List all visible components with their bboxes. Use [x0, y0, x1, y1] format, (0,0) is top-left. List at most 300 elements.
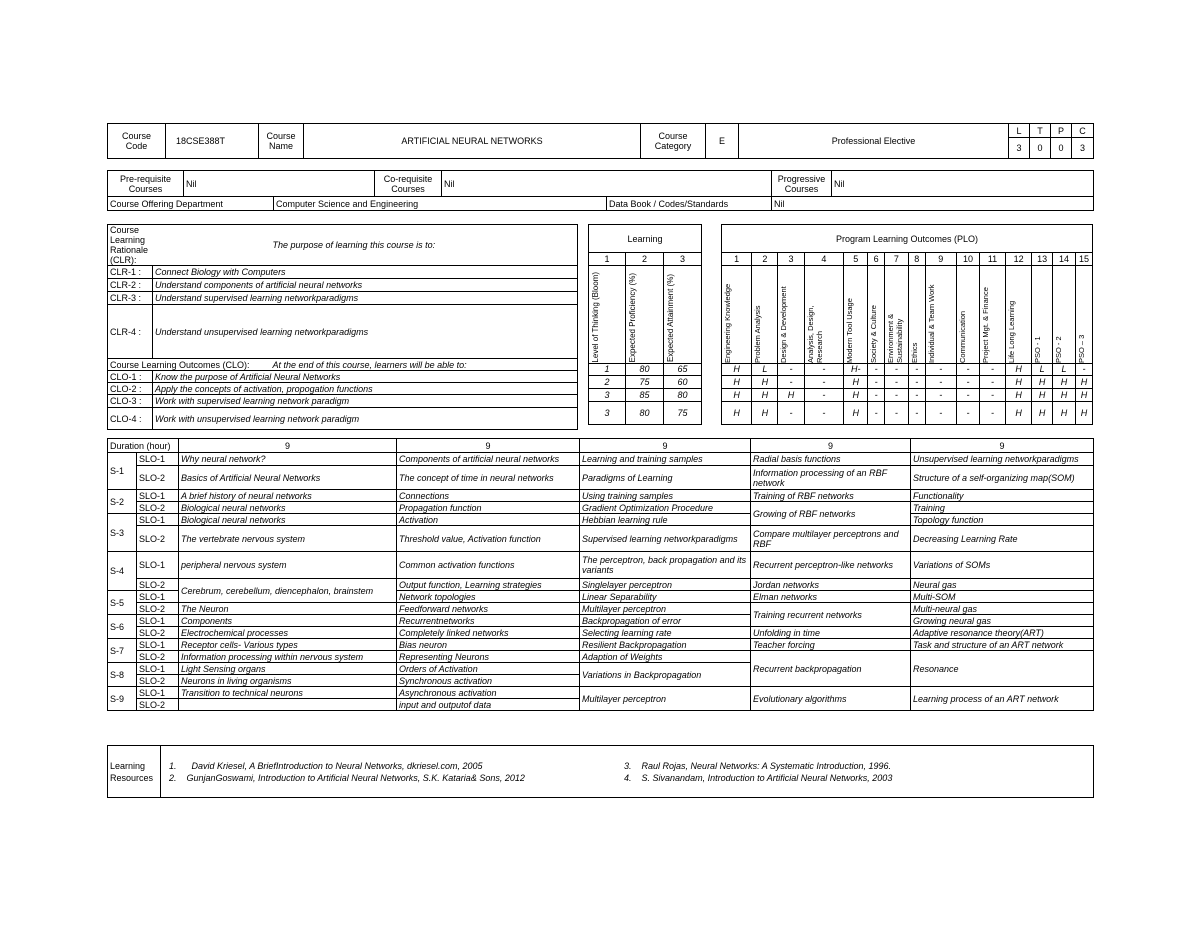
plo-cell: H: [722, 363, 752, 376]
topic-cell: Structure of a self-organizing map(SOM): [911, 466, 1094, 490]
topic-cell: Activation: [397, 514, 580, 526]
learning-head: Level of Thinking (Bloom): [591, 271, 600, 363]
clr-id: CLR-2 :: [108, 279, 153, 292]
plo-num: 6: [868, 253, 885, 266]
plo-cell: -: [956, 376, 979, 389]
topic-cell: Representing Neurons: [397, 651, 580, 663]
plo-head: Society & Culture: [869, 304, 879, 363]
elective-type: Professional Elective: [739, 124, 1009, 159]
prereq-value: Nil: [184, 171, 375, 197]
plo-num: 12: [1006, 253, 1032, 266]
resource-text: GunjanGoswami, Introduction to Artificial Neural Networks, S.K. Kataria& Sons, 2012: [186, 773, 525, 783]
slo-label: SLO-2: [137, 579, 179, 591]
plo-cell: H: [752, 388, 778, 402]
schedule-row: [108, 502, 1094, 514]
topic-cell: Recurrent backpropagation: [751, 651, 911, 687]
resources-left: [169, 760, 619, 784]
plo-cell: -: [956, 363, 979, 376]
dept-value: Computer Science and Engineering: [274, 197, 607, 211]
plo-cell: H: [722, 388, 752, 402]
plo-cell: H: [722, 376, 752, 389]
plo-cell: L: [1053, 363, 1076, 376]
plo-cell: H: [1006, 388, 1032, 402]
topic-cell: Growing of RBF networks: [751, 502, 911, 526]
plo-cell: H: [1006, 376, 1032, 389]
course-header-table: [107, 123, 1094, 159]
topic-cell: Recurrentnetworks: [397, 615, 580, 627]
schedule-row: [108, 552, 1094, 579]
plo-cell: -: [956, 402, 979, 425]
ltpc-label: L: [1009, 124, 1030, 138]
topic-cell: Singlelayer perceptron: [580, 579, 751, 591]
slo-label: SLO-1: [137, 687, 179, 699]
plo-head: Ethics: [909, 342, 919, 363]
topic-cell: Training: [911, 502, 1094, 514]
clr-text: Understand unsupervised learning networkparadigms: [153, 305, 578, 359]
duration-label: Duration (hour): [108, 439, 179, 453]
plo-cell: -: [979, 363, 1005, 376]
topic-cell: Connections: [397, 490, 580, 502]
schedule-row: [108, 526, 1094, 552]
clo-title: Course Learning Outcomes (CLO):: [108, 359, 153, 371]
topic-cell: Unsupervised learning networkparadigms: [911, 453, 1094, 466]
ltpc-value: 0: [1030, 138, 1051, 159]
clr-title: Course Learning Rationale (CLR):: [108, 225, 153, 266]
topic-cell: Compare multilayer perceptrons and RBF: [751, 526, 911, 552]
plo-cell: H: [1076, 376, 1093, 389]
plo-cell: H: [1032, 376, 1053, 389]
plo-cell: H: [1053, 376, 1076, 389]
course-code: 18CSE388T: [166, 124, 259, 159]
clr-id: CLR-3 :: [108, 292, 153, 305]
topic-cell: Receptor cells- Various types: [179, 639, 397, 651]
plo-cell: -: [908, 363, 925, 376]
topic-cell: Paradigms of Learning: [580, 466, 751, 490]
schedule-table: [107, 438, 1094, 711]
plo-num: 3: [778, 253, 804, 266]
learning-cell: 80: [664, 388, 702, 402]
resource-num: 4.: [624, 773, 632, 783]
schedule-row: [108, 579, 1094, 591]
topic-cell: Backpropagation of error: [580, 615, 751, 627]
learning-resources-table: [107, 745, 1094, 798]
topic-cell: Bias neuron: [397, 639, 580, 651]
topic-cell: Output function, Learning strategies: [397, 579, 580, 591]
schedule-row: [108, 651, 1094, 663]
schedule-row: [108, 627, 1094, 639]
plo-head: Individual & Team Work: [926, 284, 936, 363]
clr-table: [107, 224, 578, 430]
plo-head: Environment & Sustainability: [885, 313, 904, 363]
topic-cell: Variations in Backpropagation: [580, 663, 751, 687]
topic-cell: Threshold value, Activation function: [397, 526, 580, 552]
plo-cell: H: [1032, 388, 1053, 402]
plo-cell: -: [979, 402, 1005, 425]
resource-item: [169, 760, 619, 772]
schedule-row: [108, 490, 1094, 502]
topic-cell: Learning process of an ART network: [911, 687, 1094, 711]
topic-cell: Synchronous activation: [397, 675, 580, 687]
topic-cell: Components of artificial neural networks: [397, 453, 580, 466]
plo-cell: H: [752, 376, 778, 389]
slo-label: SLO-1: [137, 591, 179, 603]
topic-cell: Common activation functions: [397, 552, 580, 579]
plo-num: 7: [884, 253, 908, 266]
plo-cell: H: [778, 388, 804, 402]
plo-head: Analysis, Design, Research: [805, 305, 824, 363]
resource-text: Raul Rojas, Neural Networks: A Systematic Introduction, 1996.: [641, 761, 891, 771]
topic-cell: Radial basis functions: [751, 453, 911, 466]
topic-cell: Basics of Artificial Neural Networks: [179, 466, 397, 490]
clr-text: Understand supervised learning networkparadigms: [153, 292, 578, 305]
clo-id: CLO-2 :: [108, 383, 153, 395]
plo-cell: -: [884, 388, 908, 402]
clo-id: CLO-1 :: [108, 371, 153, 383]
topic-cell: Orders of Activation: [397, 663, 580, 675]
topic-cell: [179, 699, 397, 711]
topic-cell: Asynchronous activation: [397, 687, 580, 699]
plo-cell: H: [844, 402, 868, 425]
topic-cell: Functionality: [911, 490, 1094, 502]
schedule-row: [108, 453, 1094, 466]
course-category-label: Course Category: [641, 124, 706, 159]
slo-label: SLO-1: [137, 514, 179, 526]
topic-cell: Multilayer perceptron: [580, 603, 751, 615]
duration-value: 9: [397, 439, 580, 453]
topic-cell: Task and structure of an ART network: [911, 639, 1094, 651]
topic-cell: Gradient Optimization Procedure: [580, 502, 751, 514]
plo-cell: -: [908, 376, 925, 389]
session-label: S-8: [108, 663, 137, 687]
topic-cell: Transition to technical neurons: [179, 687, 397, 699]
learning-table: [588, 224, 702, 425]
topic-cell: Decreasing Learning Rate: [911, 526, 1094, 552]
clo-text: Work with supervised learning network paradigm: [153, 395, 578, 408]
plo-cell: -: [804, 363, 844, 376]
plo-num: 11: [979, 253, 1005, 266]
plo-head: Engineering Knowledge: [723, 283, 732, 363]
clr-id: CLR-4 :: [108, 305, 153, 359]
topic-cell: Feedforward networks: [397, 603, 580, 615]
resource-item: [624, 772, 1084, 784]
topic-cell: Biological neural networks: [179, 502, 397, 514]
plo-cell: L: [752, 363, 778, 376]
topic-cell: A brief history of neural networks: [179, 490, 397, 502]
topic-cell: Recurrent perceptron-like networks: [751, 552, 911, 579]
session-label: S-7: [108, 639, 137, 663]
slo-label: SLO-1: [137, 490, 179, 502]
ltpc-label: T: [1030, 124, 1051, 138]
learning-num: 1: [589, 253, 626, 266]
learning-head: Expected Proficiency (%): [628, 273, 637, 363]
clo-text: Apply the concepts of activation, propogation functions: [153, 383, 578, 395]
slo-label: SLO-1: [137, 639, 179, 651]
slo-label: SLO-2: [137, 651, 179, 663]
topic-cell: Topology function: [911, 514, 1094, 526]
slo-label: SLO-1: [137, 453, 179, 466]
learning-cell: 1: [589, 363, 626, 376]
topic-cell: Components: [179, 615, 397, 627]
plo-cell: -: [884, 376, 908, 389]
topic-cell: Neurons in living organisms: [179, 675, 397, 687]
topic-cell: The vertebrate nervous system: [179, 526, 397, 552]
resource-item: [169, 772, 619, 784]
plo-cell: H: [1006, 402, 1032, 425]
resource-num: 3.: [624, 761, 632, 771]
plo-cell: -: [868, 363, 885, 376]
topic-cell: Neural gas: [911, 579, 1094, 591]
learning-cell: 65: [664, 363, 702, 376]
topic-cell: Selecting learning rate: [580, 627, 751, 639]
topic-cell: Hebbian learning rule: [580, 514, 751, 526]
topic-cell: Elman networks: [751, 591, 911, 603]
plo-cell: -: [925, 363, 956, 376]
plo-num: 13: [1032, 253, 1053, 266]
topic-cell: Unfolding in time: [751, 627, 911, 639]
topic-cell: Jordan networks: [751, 579, 911, 591]
topic-cell: Network topologies: [397, 591, 580, 603]
topic-cell: Teacher forcing: [751, 639, 911, 651]
resource-num: 2.: [169, 773, 177, 783]
clr-purpose: The purpose of learning this course is to:: [153, 225, 578, 266]
plo-head: Communication: [957, 310, 967, 363]
databook-label: Data Book / Codes/Standards: [607, 197, 772, 211]
plo-cell: H: [1076, 402, 1093, 425]
plo-num: 15: [1076, 253, 1093, 266]
topic-cell: Training recurrent networks: [751, 603, 911, 627]
databook-value: Nil: [772, 197, 1094, 211]
schedule-row: [108, 514, 1094, 526]
topic-cell: The concept of time in neural networks: [397, 466, 580, 490]
plo-num: 10: [956, 253, 979, 266]
clr-text: Understand components of artificial neural networks: [153, 279, 578, 292]
slo-label: SLO-1: [137, 615, 179, 627]
resource-text: S. Sivanandam, Introduction to Artificial Neural Networks, 2003: [641, 773, 893, 783]
topic-cell: Linear Separability: [580, 591, 751, 603]
plo-title: Program Learning Outcomes (PLO): [722, 225, 1093, 253]
plo-cell: -: [925, 388, 956, 402]
ltpc-value: 3: [1009, 138, 1030, 159]
topic-cell: The perceptron, back propagation and its variants: [580, 552, 751, 579]
plo-head: Project Mgt. & Finance: [980, 286, 990, 363]
learning-num: 2: [626, 253, 664, 266]
topic-cell: Training of RBF networks: [751, 490, 911, 502]
ltpc-label: P: [1051, 124, 1072, 138]
plo-head: PSO - 1: [1033, 335, 1043, 363]
topic-cell: Growing neural gas: [911, 615, 1094, 627]
topic-cell: Propagation function: [397, 502, 580, 514]
plo-num: 9: [925, 253, 956, 266]
resource-num: 1.: [169, 761, 177, 771]
topic-cell: Variations of SOMs: [911, 552, 1094, 579]
topic-cell: Adaptive resonance theory(ART): [911, 627, 1094, 639]
course-code-label: Course Code: [108, 124, 166, 159]
plo-num: 2: [752, 253, 778, 266]
clr-id: CLR-1 :: [108, 266, 153, 279]
topic-cell: Electrochemical processes: [179, 627, 397, 639]
progressive-label: Progressive Courses: [772, 171, 832, 197]
plo-head: Life Long Learning: [1007, 300, 1017, 363]
topic-cell: Why neural network?: [179, 453, 397, 466]
plo-cell: -: [804, 402, 844, 425]
prerequisite-table: [107, 170, 1094, 211]
plo-cell: -: [868, 402, 885, 425]
duration-value: 9: [580, 439, 751, 453]
topic-cell: Light Sensing organs: [179, 663, 397, 675]
plo-cell: -: [979, 388, 1005, 402]
prereq-label: Pre-requisite Courses: [108, 171, 184, 197]
topic-cell: The Neuron: [179, 603, 397, 615]
learning-cell: 75: [626, 376, 664, 389]
duration-value: 9: [911, 439, 1094, 453]
resource-item: [624, 760, 1084, 772]
ltpc-label: C: [1072, 124, 1094, 138]
plo-head: Problem Analysis: [753, 305, 763, 363]
plo-cell: -: [956, 388, 979, 402]
plo-cell: H: [1032, 402, 1053, 425]
resources-label: Learning Resources: [108, 746, 161, 798]
learning-cell: 2: [589, 376, 626, 389]
topic-cell: Completely linked networks: [397, 627, 580, 639]
plo-cell: -: [908, 402, 925, 425]
slo-label: SLO-1: [137, 663, 179, 675]
plo-cell: H: [1006, 363, 1032, 376]
slo-label: SLO-2: [137, 526, 179, 552]
slo-label: SLO-2: [137, 466, 179, 490]
plo-head: Modern Tool Usage: [845, 297, 855, 363]
learning-cell: 3: [589, 402, 626, 425]
plo-cell: -: [868, 388, 885, 402]
plo-num: 1: [722, 253, 752, 266]
learning-head: Expected Attainment (%): [666, 274, 675, 363]
session-label: S-6: [108, 615, 137, 639]
plo-cell: -: [884, 363, 908, 376]
topic-cell: Multilayer perceptron: [580, 687, 751, 711]
plo-cell: H-: [844, 363, 868, 376]
plo-cell: L: [1032, 363, 1053, 376]
plo-cell: H: [1076, 388, 1093, 402]
coreq-label: Co-requisite Courses: [375, 171, 442, 197]
schedule-row: [108, 687, 1094, 699]
plo-cell: -: [884, 402, 908, 425]
plo-cell: -: [925, 402, 956, 425]
learning-cell: 75: [664, 402, 702, 425]
learning-num: 3: [664, 253, 702, 266]
slo-label: SLO-1: [137, 552, 179, 579]
slo-label: SLO-2: [137, 699, 179, 711]
clo-id: CLO-3 :: [108, 395, 153, 408]
plo-cell: H: [752, 402, 778, 425]
topic-cell: Supervised learning networkparadigms: [580, 526, 751, 552]
session-label: S-9: [108, 687, 137, 711]
ltpc-value: 0: [1051, 138, 1072, 159]
clo-purpose: At the end of this course, learners will be able to:: [153, 359, 578, 371]
plo-head: PSO - 2: [1054, 335, 1064, 363]
plo-cell: H: [844, 388, 868, 402]
learning-cell: 80: [626, 402, 664, 425]
plo-num: 5: [844, 253, 868, 266]
topic-cell: Using training samples: [580, 490, 751, 502]
topic-cell: Multi-SOM: [911, 591, 1094, 603]
resource-text: David Kriesel, A BriefIntroduction to Neural Networks, dkriesel.com, 2005: [191, 761, 483, 771]
slo-label: SLO-2: [137, 502, 179, 514]
course-name: ARTIFICIAL NEURAL NETWORKS: [304, 124, 641, 159]
plo-cell: -: [908, 388, 925, 402]
topic-cell: Cerebrum, cerebellum, diencephalon, brainstem: [179, 579, 397, 603]
resources-right: [624, 760, 1084, 784]
plo-cell: -: [778, 402, 804, 425]
progressive-value: Nil: [832, 171, 1094, 197]
plo-num: 8: [908, 253, 925, 266]
session-label: S-4: [108, 552, 137, 591]
plo-head: Design & Development: [779, 285, 789, 363]
plo-cell: -: [979, 376, 1005, 389]
plo-cell: -: [804, 376, 844, 389]
plo-cell: -: [778, 363, 804, 376]
session-label: S-1: [108, 453, 137, 490]
slo-label: SLO-2: [137, 603, 179, 615]
learning-cell: 85: [626, 388, 664, 402]
topic-cell: Biological neural networks: [179, 514, 397, 526]
plo-cell: -: [925, 376, 956, 389]
topic-cell: Resilient Backpropagation: [580, 639, 751, 651]
plo-cell: H: [722, 402, 752, 425]
topic-cell: Evolutionary algorithms: [751, 687, 911, 711]
duration-value: 9: [179, 439, 397, 453]
schedule-row: [108, 603, 1094, 615]
learning-cell: 60: [664, 376, 702, 389]
plo-cell: H: [1053, 388, 1076, 402]
course-name-label: Course Name: [259, 124, 304, 159]
topic-cell: Resonance: [911, 651, 1094, 687]
plo-num: 14: [1053, 253, 1076, 266]
topic-cell: Information processing within nervous system: [179, 651, 397, 663]
schedule-row: [108, 615, 1094, 627]
clr-text: Connect Biology with Computers: [153, 266, 578, 279]
coreq-value: Nil: [442, 171, 772, 197]
clo-id: CLO-4 :: [108, 408, 153, 430]
session-label: S-2: [108, 490, 137, 514]
learning-cell: 3: [589, 388, 626, 402]
slo-label: SLO-2: [137, 675, 179, 687]
topic-cell: input and outputof data: [397, 699, 580, 711]
session-label: S-5: [108, 591, 137, 615]
plo-cell: -: [778, 376, 804, 389]
topic-cell: Multi-neural gas: [911, 603, 1094, 615]
slo-label: SLO-2: [137, 627, 179, 639]
topic-cell: Information processing of an RBF network: [751, 466, 911, 490]
learning-title: Learning: [589, 225, 702, 253]
course-category: E: [706, 124, 739, 159]
plo-num: 4: [804, 253, 844, 266]
schedule-row: [108, 639, 1094, 651]
plo-cell: -: [868, 376, 885, 389]
schedule-row: [108, 466, 1094, 490]
learning-cell: 80: [626, 363, 664, 376]
plo-head: PSO – 3: [1077, 334, 1087, 363]
clo-text: Know the purpose of Artificial Neural Networks: [153, 371, 578, 383]
plo-cell: -: [804, 388, 844, 402]
plo-table: [721, 224, 1093, 425]
ltpc-value: 3: [1072, 138, 1094, 159]
topic-cell: Adaption of Weights: [580, 651, 751, 663]
plo-cell: -: [1076, 363, 1093, 376]
clo-text: Work with unsupervised learning network paradigm: [153, 408, 578, 430]
topic-cell: Learning and training samples: [580, 453, 751, 466]
duration-value: 9: [751, 439, 911, 453]
plo-cell: H: [844, 376, 868, 389]
plo-cell: H: [1053, 402, 1076, 425]
